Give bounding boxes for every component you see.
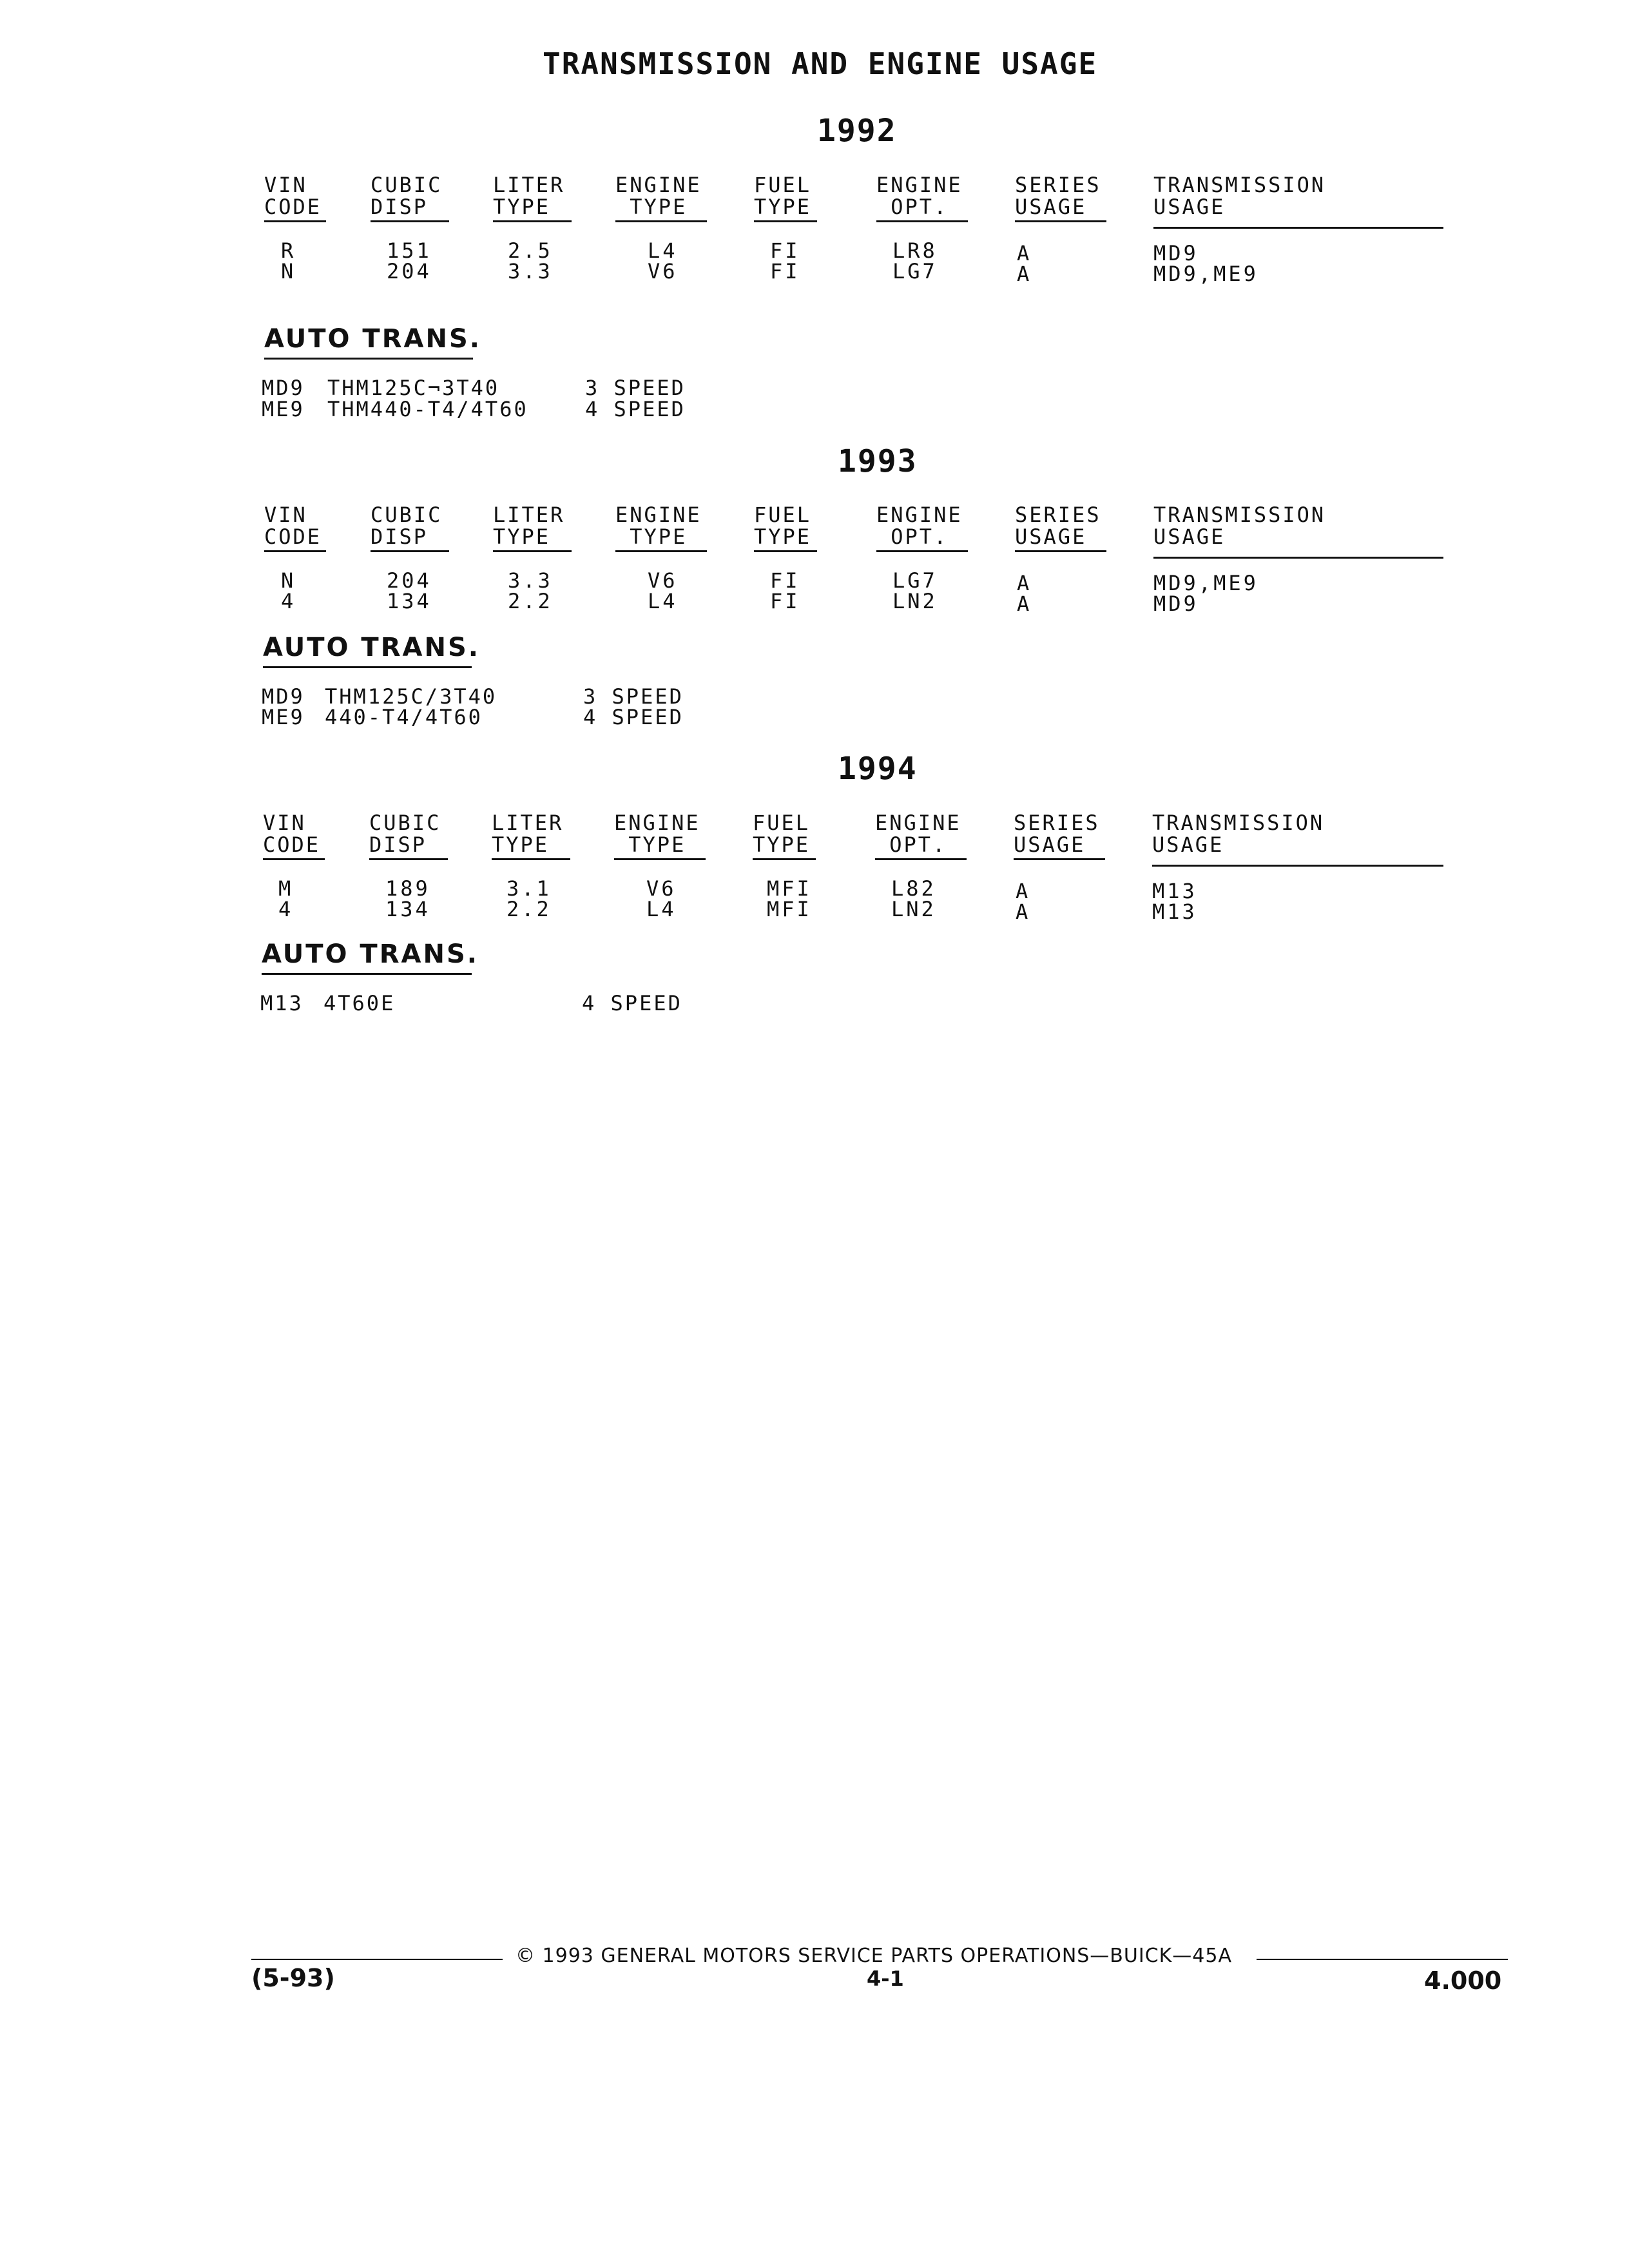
series-usage: A (1017, 571, 1032, 595)
footer-rule-right (1257, 1959, 1508, 1960)
engine-type: V6 (646, 876, 677, 901)
underline (371, 220, 449, 222)
trans-code: MD9 (262, 684, 305, 709)
cubic-disp: 151 (387, 238, 432, 263)
col-header-engine-type: ENGINE TYPE (615, 503, 702, 549)
col-header-cubic: CUBIC DISP (371, 503, 443, 549)
col-header-series: SERIES USAGE (1014, 811, 1100, 857)
col-header-transmission: TRANSMISSION USAGE (1153, 503, 1326, 549)
series-usage: A (1017, 262, 1032, 286)
underline (264, 220, 326, 222)
underline (876, 220, 968, 222)
cubic-disp: 204 (387, 568, 432, 593)
trans-speed: 4 SPEED (582, 991, 682, 1015)
cubic-disp: 134 (387, 589, 432, 613)
underline (263, 666, 472, 668)
cubic-disp: 134 (385, 897, 430, 921)
col-header-series: SERIES USAGE (1015, 503, 1101, 549)
transmission-usage: MD9 (1153, 591, 1199, 616)
page-number: 4-1 (867, 1966, 904, 1991)
underline (1153, 557, 1443, 559)
series-usage: A (1017, 241, 1032, 265)
auto-trans-title: AUTO TRANS. (262, 939, 479, 969)
underline (493, 220, 572, 222)
underline (614, 858, 706, 860)
trans-model: 4T60E (323, 991, 396, 1015)
trans-code: ME9 (262, 397, 305, 421)
vin-code: N (281, 568, 296, 593)
section-year: 1993 (838, 443, 918, 479)
underline (263, 858, 325, 860)
trans-speed: 4 SPEED (583, 705, 684, 729)
underline (264, 550, 326, 552)
auto-trans-title: AUTO TRANS. (263, 633, 480, 662)
underline (1014, 858, 1105, 860)
date-code: (5-93) (251, 1964, 335, 1992)
cubic-disp: 204 (387, 259, 432, 284)
underline (493, 550, 572, 552)
underline (615, 220, 707, 222)
vin-code: 4 (278, 897, 294, 921)
trans-speed: 3 SPEED (585, 376, 686, 400)
underline (875, 858, 967, 860)
liter: 2.5 (508, 238, 553, 263)
engine-opt: LG7 (892, 259, 938, 284)
series-usage: A (1016, 899, 1031, 924)
liter: 2.2 (506, 897, 552, 921)
col-header-vin: VIN CODE (264, 173, 322, 219)
col-header-vin: VIN CODE (264, 503, 322, 549)
vin-code: 4 (281, 589, 296, 613)
copyright-notice: © 1993 GENERAL MOTORS SERVICE PARTS OPERATIONS—BUICK—45A (516, 1945, 1233, 1967)
trans-speed: 4 SPEED (585, 397, 686, 421)
fuel-type: MFI (767, 876, 812, 901)
underline (876, 550, 968, 552)
engine-opt: LR8 (892, 238, 938, 263)
liter: 3.3 (508, 568, 553, 593)
col-header-fuel: FUEL TYPE (753, 811, 811, 857)
underline (615, 550, 707, 552)
vin-code: R (281, 238, 296, 263)
series-usage: A (1016, 879, 1031, 903)
trans-code: MD9 (262, 376, 305, 400)
section-year: 1994 (838, 751, 918, 787)
underline (264, 358, 473, 360)
trans-model: THM125C¬3T40 (327, 376, 500, 400)
section-number: 4.000 (1424, 1966, 1502, 1995)
col-header-cubic: CUBIC DISP (369, 811, 441, 857)
transmission-usage: MD9,ME9 (1153, 262, 1258, 286)
col-header-series: SERIES USAGE (1015, 173, 1101, 219)
section-year: 1992 (817, 113, 897, 149)
engine-opt: LN2 (891, 897, 936, 921)
col-header-engine-opt: ENGINE OPT. (876, 173, 963, 219)
series-usage: A (1017, 591, 1032, 616)
col-header-engine-type: ENGINE TYPE (615, 173, 702, 219)
footer-rule-left (251, 1959, 503, 1960)
transmission-usage: M13 (1152, 879, 1197, 903)
fuel-type: FI (770, 259, 800, 284)
col-header-engine-type: ENGINE TYPE (614, 811, 700, 857)
underline (262, 973, 472, 975)
engine-type: L4 (648, 589, 678, 613)
underline (754, 550, 817, 552)
col-header-fuel: FUEL TYPE (754, 503, 812, 549)
col-header-fuel: FUEL TYPE (754, 173, 812, 219)
underline (1015, 220, 1106, 222)
underline (1015, 550, 1106, 552)
fuel-type: FI (770, 238, 800, 263)
col-header-liter: LITER TYPE (492, 811, 564, 857)
cubic-disp: 189 (385, 876, 430, 901)
underline (1153, 227, 1443, 229)
trans-speed: 3 SPEED (583, 684, 684, 709)
auto-trans-title: AUTO TRANS. (264, 324, 481, 354)
col-header-cubic: CUBIC DISP (371, 173, 443, 219)
col-header-engine-opt: ENGINE OPT. (876, 503, 963, 549)
engine-type: V6 (648, 259, 678, 284)
transmission-usage: M13 (1152, 899, 1197, 924)
engine-opt: LN2 (892, 589, 938, 613)
col-header-engine-opt: ENGINE OPT. (875, 811, 961, 857)
vin-code: M (278, 876, 294, 901)
underline (492, 858, 570, 860)
trans-model: 440-T4/4T60 (325, 705, 483, 729)
engine-type: L4 (648, 238, 678, 263)
trans-model: THM440-T4/4T60 (327, 397, 528, 421)
trans-code: ME9 (262, 705, 305, 729)
transmission-usage: MD9 (1153, 241, 1199, 265)
engine-type: V6 (648, 568, 678, 593)
trans-code: M13 (260, 991, 304, 1015)
col-header-vin: VIN CODE (263, 811, 321, 857)
underline (754, 220, 817, 222)
fuel-type: MFI (767, 897, 812, 921)
col-header-transmission: TRANSMISSION USAGE (1153, 173, 1326, 219)
engine-type: L4 (646, 897, 677, 921)
col-header-transmission: TRANSMISSION USAGE (1152, 811, 1325, 857)
underline (753, 858, 816, 860)
fuel-type: FI (770, 568, 800, 593)
liter: 3.3 (508, 259, 553, 284)
engine-opt: L82 (891, 876, 936, 901)
transmission-usage: MD9,ME9 (1153, 571, 1258, 595)
underline (1152, 865, 1443, 867)
liter: 3.1 (506, 876, 552, 901)
liter: 2.2 (508, 589, 553, 613)
page-title: TRANSMISSION AND ENGINE USAGE (543, 46, 1098, 81)
fuel-type: FI (770, 589, 800, 613)
col-header-liter: LITER TYPE (493, 173, 565, 219)
col-header-liter: LITER TYPE (493, 503, 565, 549)
underline (371, 550, 449, 552)
engine-opt: LG7 (892, 568, 938, 593)
trans-model: THM125C/3T40 (325, 684, 497, 709)
vin-code: N (281, 259, 296, 284)
underline (369, 858, 448, 860)
